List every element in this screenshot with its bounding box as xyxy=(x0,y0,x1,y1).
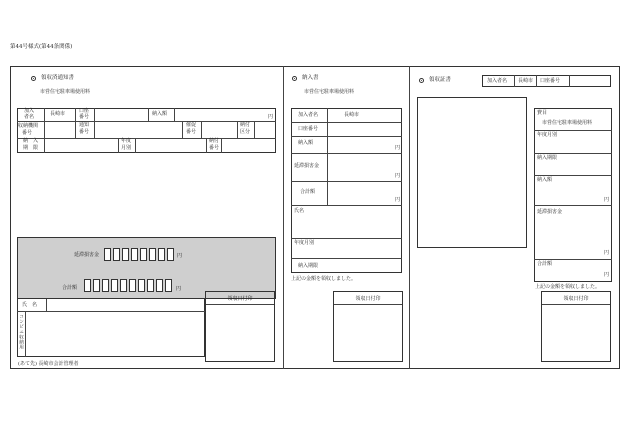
amount-label: 納入額 xyxy=(152,111,168,117)
slip-subtitle: 市営住宅駐車場使用料 xyxy=(304,89,355,95)
slip-total-label: 合計額 xyxy=(300,189,316,195)
slip-due-label: 納入期限 xyxy=(298,263,319,269)
stamp-label: 領収日付印 xyxy=(355,296,381,302)
year-month-label: 年度 xyxy=(121,138,132,144)
receipt-payer-value: 長崎市 xyxy=(518,78,534,84)
payer-label: 加入 xyxy=(24,108,35,114)
receipt-account-label: 口座番号 xyxy=(540,78,561,84)
pay-number-label: 納付 xyxy=(209,138,220,144)
receipt-received-note: 上記の金額を領収しました。 xyxy=(535,284,601,290)
slip-account-label: 口座番号 xyxy=(298,126,319,132)
receipt-due-label: 納入期限 xyxy=(537,155,558,161)
receipt-stamp-box xyxy=(541,291,611,362)
receipt-late-fee-label: 延滞損害金 xyxy=(537,209,563,215)
punch-hole-icon xyxy=(31,76,36,81)
section-divider-2 xyxy=(409,66,410,369)
section-divider-1 xyxy=(283,66,284,369)
slip-stamp-box xyxy=(333,291,403,362)
receipt-item-value: 市営住宅駐車場使用料 xyxy=(542,120,593,126)
punch-hole-icon xyxy=(419,78,424,83)
stamp-label: 領収日付印 xyxy=(227,296,253,302)
notice-number-label: 通知 xyxy=(79,122,90,128)
slip-payer-label: 加入者名 xyxy=(298,112,319,118)
slip-title: 納入書 xyxy=(302,75,319,81)
adjust-label: 催促 xyxy=(186,122,197,128)
pay-type-label: 納付 xyxy=(240,122,251,128)
stamp-label: 領収日付印 xyxy=(563,296,589,302)
form-number: 第44号様式(第44条関係) xyxy=(10,44,73,50)
receipt-payer-label: 加入者名 xyxy=(487,78,508,84)
slip-name-label: 氏名 xyxy=(294,208,305,214)
due-label: 納 入 xyxy=(23,138,39,144)
receipt-amount-label: 納入額 xyxy=(537,177,553,183)
account-label: 口座 xyxy=(79,108,90,114)
notice-stamp-box xyxy=(205,291,275,362)
receipt-image-area xyxy=(417,97,527,248)
receipt-year-label: 年度月別 xyxy=(537,132,558,138)
yen-unit: 円 xyxy=(268,114,274,120)
late-fee-label: 延滞損害金 xyxy=(74,252,100,258)
notice-subtitle: 市営住宅駐車場使用料 xyxy=(40,89,91,95)
slip-received-note: 上記の金額を領収しました。 xyxy=(291,276,357,282)
receipt-item-label: 費目 xyxy=(537,110,548,116)
slip-late-fee-label: 延滞損害金 xyxy=(294,163,320,169)
notice-title: 領収済通知書 xyxy=(41,75,75,81)
payer-value: 長崎市 xyxy=(50,111,66,117)
slip-year-label: 年度月別 xyxy=(294,240,315,246)
cvs-label: コンビニ収納用 xyxy=(18,314,24,350)
receipt-title: 領収証書 xyxy=(429,77,452,83)
collect-label: 収納機関 xyxy=(18,123,39,129)
punch-hole-icon xyxy=(292,76,297,81)
slip-amount-label: 納入額 xyxy=(298,140,314,146)
name-label: 氏 名 xyxy=(22,302,38,308)
receipt-total-label: 合計額 xyxy=(537,261,553,267)
slip-payer-value: 長崎市 xyxy=(344,112,360,118)
recipient-text: (あて先) 長崎市会計管理者 xyxy=(18,361,79,367)
total-label: 合計額 xyxy=(62,285,78,291)
